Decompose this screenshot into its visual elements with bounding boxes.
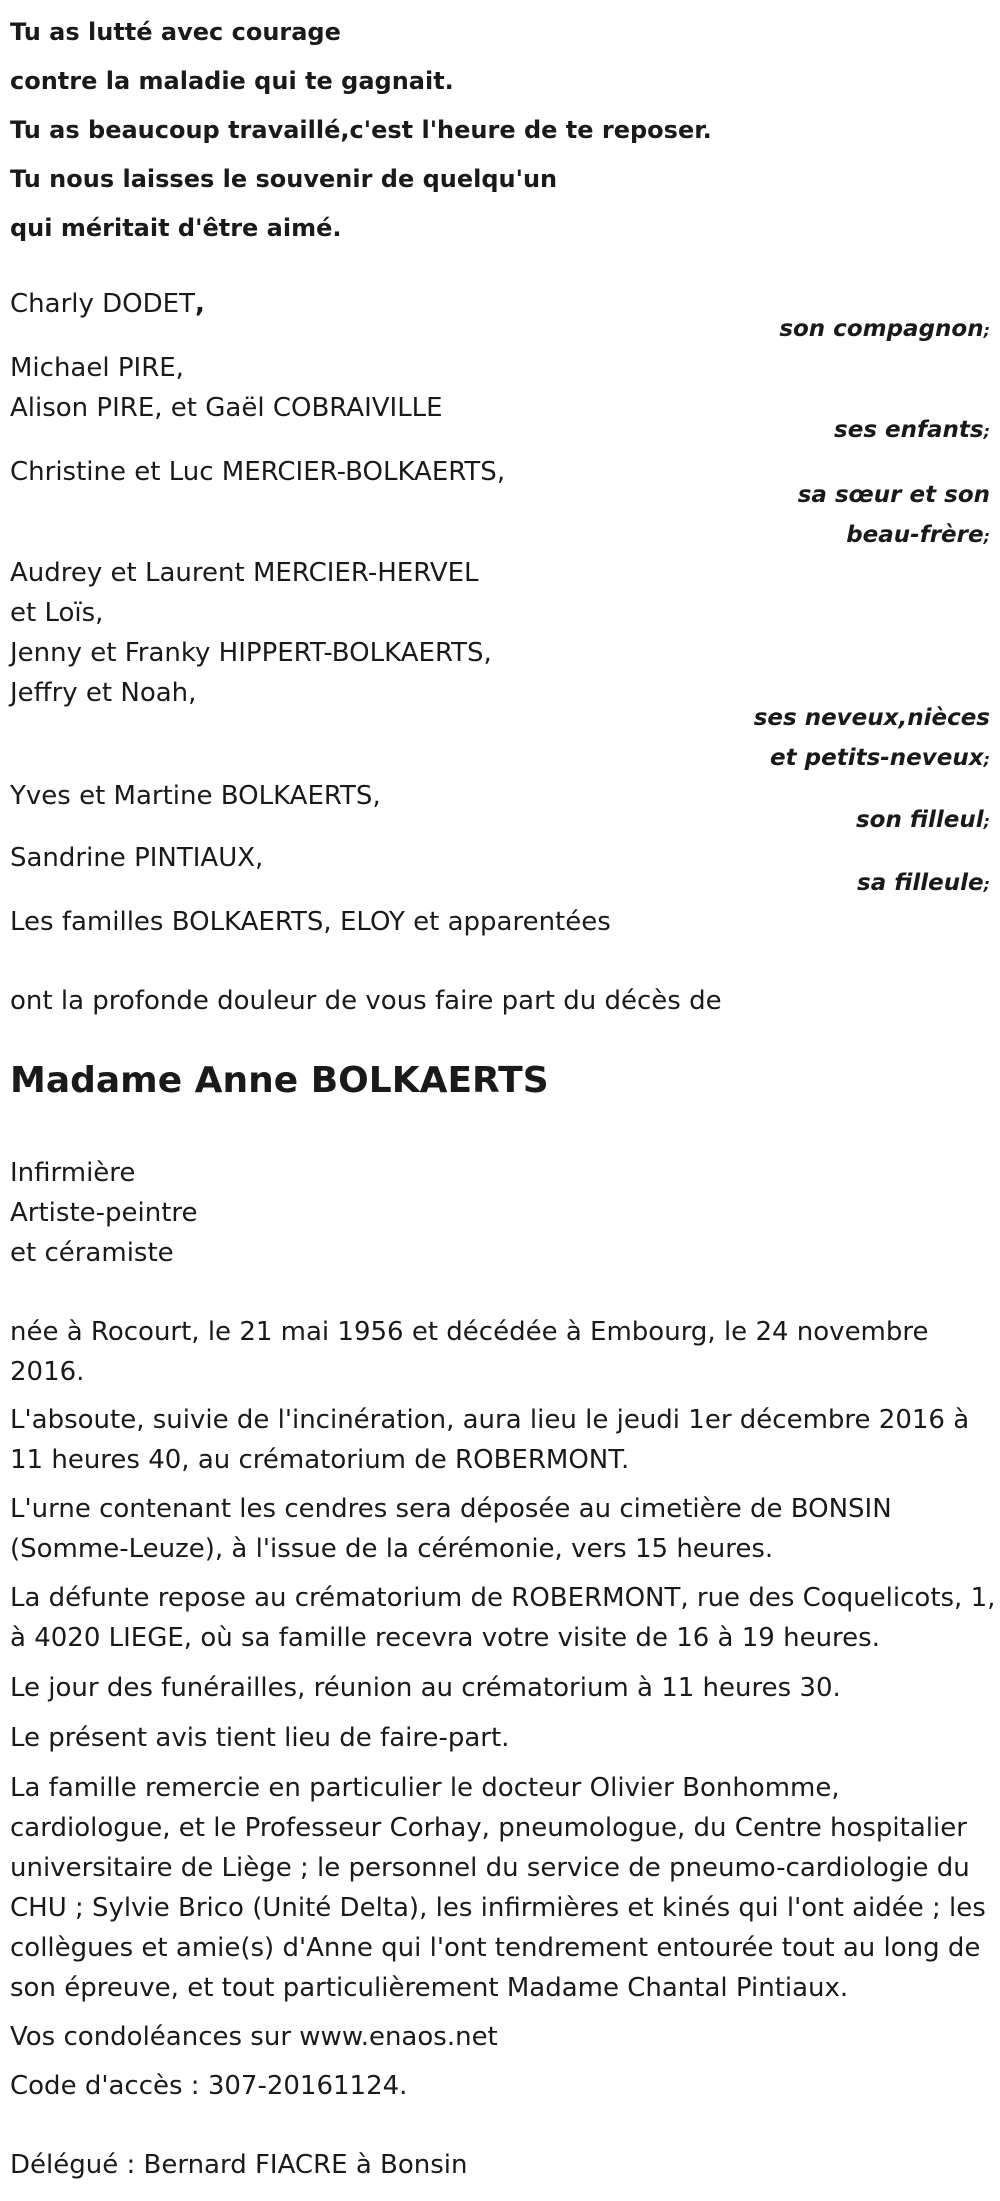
deceased-name: Madame Anne BOLKAERTS [10,1060,549,1101]
poem [10,8,712,253]
family-member-christine: Christine et Luc MERCIER-BOLKAERTS, [10,457,506,487]
role-brother-in-law: beau-frère; [846,522,990,548]
poem-line: qui méritait d'être aimé. [10,214,342,242]
role-nephews: ses neveux,nièces [753,705,990,731]
family-member-jenny: Jenny et Franky HIPPERT-BOLKAERTS, [10,638,492,668]
role-godson: son filleul; [855,807,990,833]
funeral-meeting-paragraph: Le jour des funérailles, réunion au crématorium à 11 heures 30. [10,1673,841,1703]
notice-paragraph: Le présent avis tient lieu de faire-part. [10,1723,510,1753]
thanks-paragraph: La famille remercie en particulier le docteur Olivier Bonhomme, cardiologue, et le Professeur Corhay, pneumologue, du Centre hospitalier universitaire de Liège ; le personnel du service de pneumo-cardiologie du CHU ; Sylvie Brico (Unité Delta), les infirmières et kinés qui l'ont aidée ; les collègues et amie(s) d'Anne qui l'ont tendrement entourée tout au long de son épreuve, et tout particulièrement Madame Chantal Pintiaux. [10,1773,986,2003]
family-member-lois: et Loïs, [10,598,104,628]
role-goddaughter: sa filleule; [857,870,990,896]
role-grand-nephews: et petits-neveux; [770,745,990,771]
family-member-audrey: Audrey et Laurent MERCIER-HERVEL [10,558,479,588]
title-ceramist: et céramiste [10,1238,174,1268]
family-member-jeffry: Jeffry et Noah, [10,678,197,708]
poem-line: contre la maladie qui te gagnait. [10,67,454,95]
families-line: Les familles BOLKAERTS, ELOY et apparentées [10,907,611,937]
family-member-michael: Michael PIRE, [10,353,184,383]
poem-line: Tu as beaucoup travaillé,c'est l'heure de te reposer. [10,116,712,144]
family-member-charly: Charly DODET, [10,289,205,319]
delegate: Délégué : Bernard FIACRE à Bonsin [10,2150,468,2180]
birth-death-paragraph: née à Rocourt, le 21 mai 1956 et décédée à Embourg, le 24 novembre 2016. [10,1317,929,1387]
announcement: ont la profonde douleur de vous faire part du décès de [10,986,722,1016]
role-sister: sa sœur et son [797,482,990,508]
title-nurse: Infirmière [10,1158,136,1188]
role-companion: son compagnon; [779,316,990,342]
urn-paragraph: L'urne contenant les cendres sera déposée au cimetière de BONSIN (Somme-Leuze), à l'issue de la cérémonie, vers 15 heures. [10,1494,892,1564]
ceremony-paragraph: L'absoute, suivie de l'incinération, aura lieu le jeudi 1er décembre 2016 à 11 heures 40, au crématorium de ROBERMONT. [10,1405,970,1475]
role-children: ses enfants; [834,417,990,443]
condolences-paragraph: Vos condoléances sur www.enaos.net [10,2022,498,2052]
family-member-alison: Alison PIRE, et Gaël COBRAIVILLE [10,393,443,423]
family-member-sandrine: Sandrine PINTIAUX, [10,843,264,873]
title-painter: Artiste-peintre [10,1198,198,1228]
poem-line: Tu as lutté avec courage [10,18,341,46]
access-code-paragraph: Code d'accès : 307-20161124. [10,2071,408,2101]
family-member-yves: Yves et Martine BOLKAERTS, [10,781,381,811]
visitation-paragraph: La défunte repose au crématorium de ROBERMONT, rue des Coquelicots, 1, à 4020 LIEGE, où sa famille recevra votre visite de 16 à 19 heures. [10,1583,996,1653]
poem-line: Tu nous laisses le souvenir de quelqu'un [10,165,558,193]
